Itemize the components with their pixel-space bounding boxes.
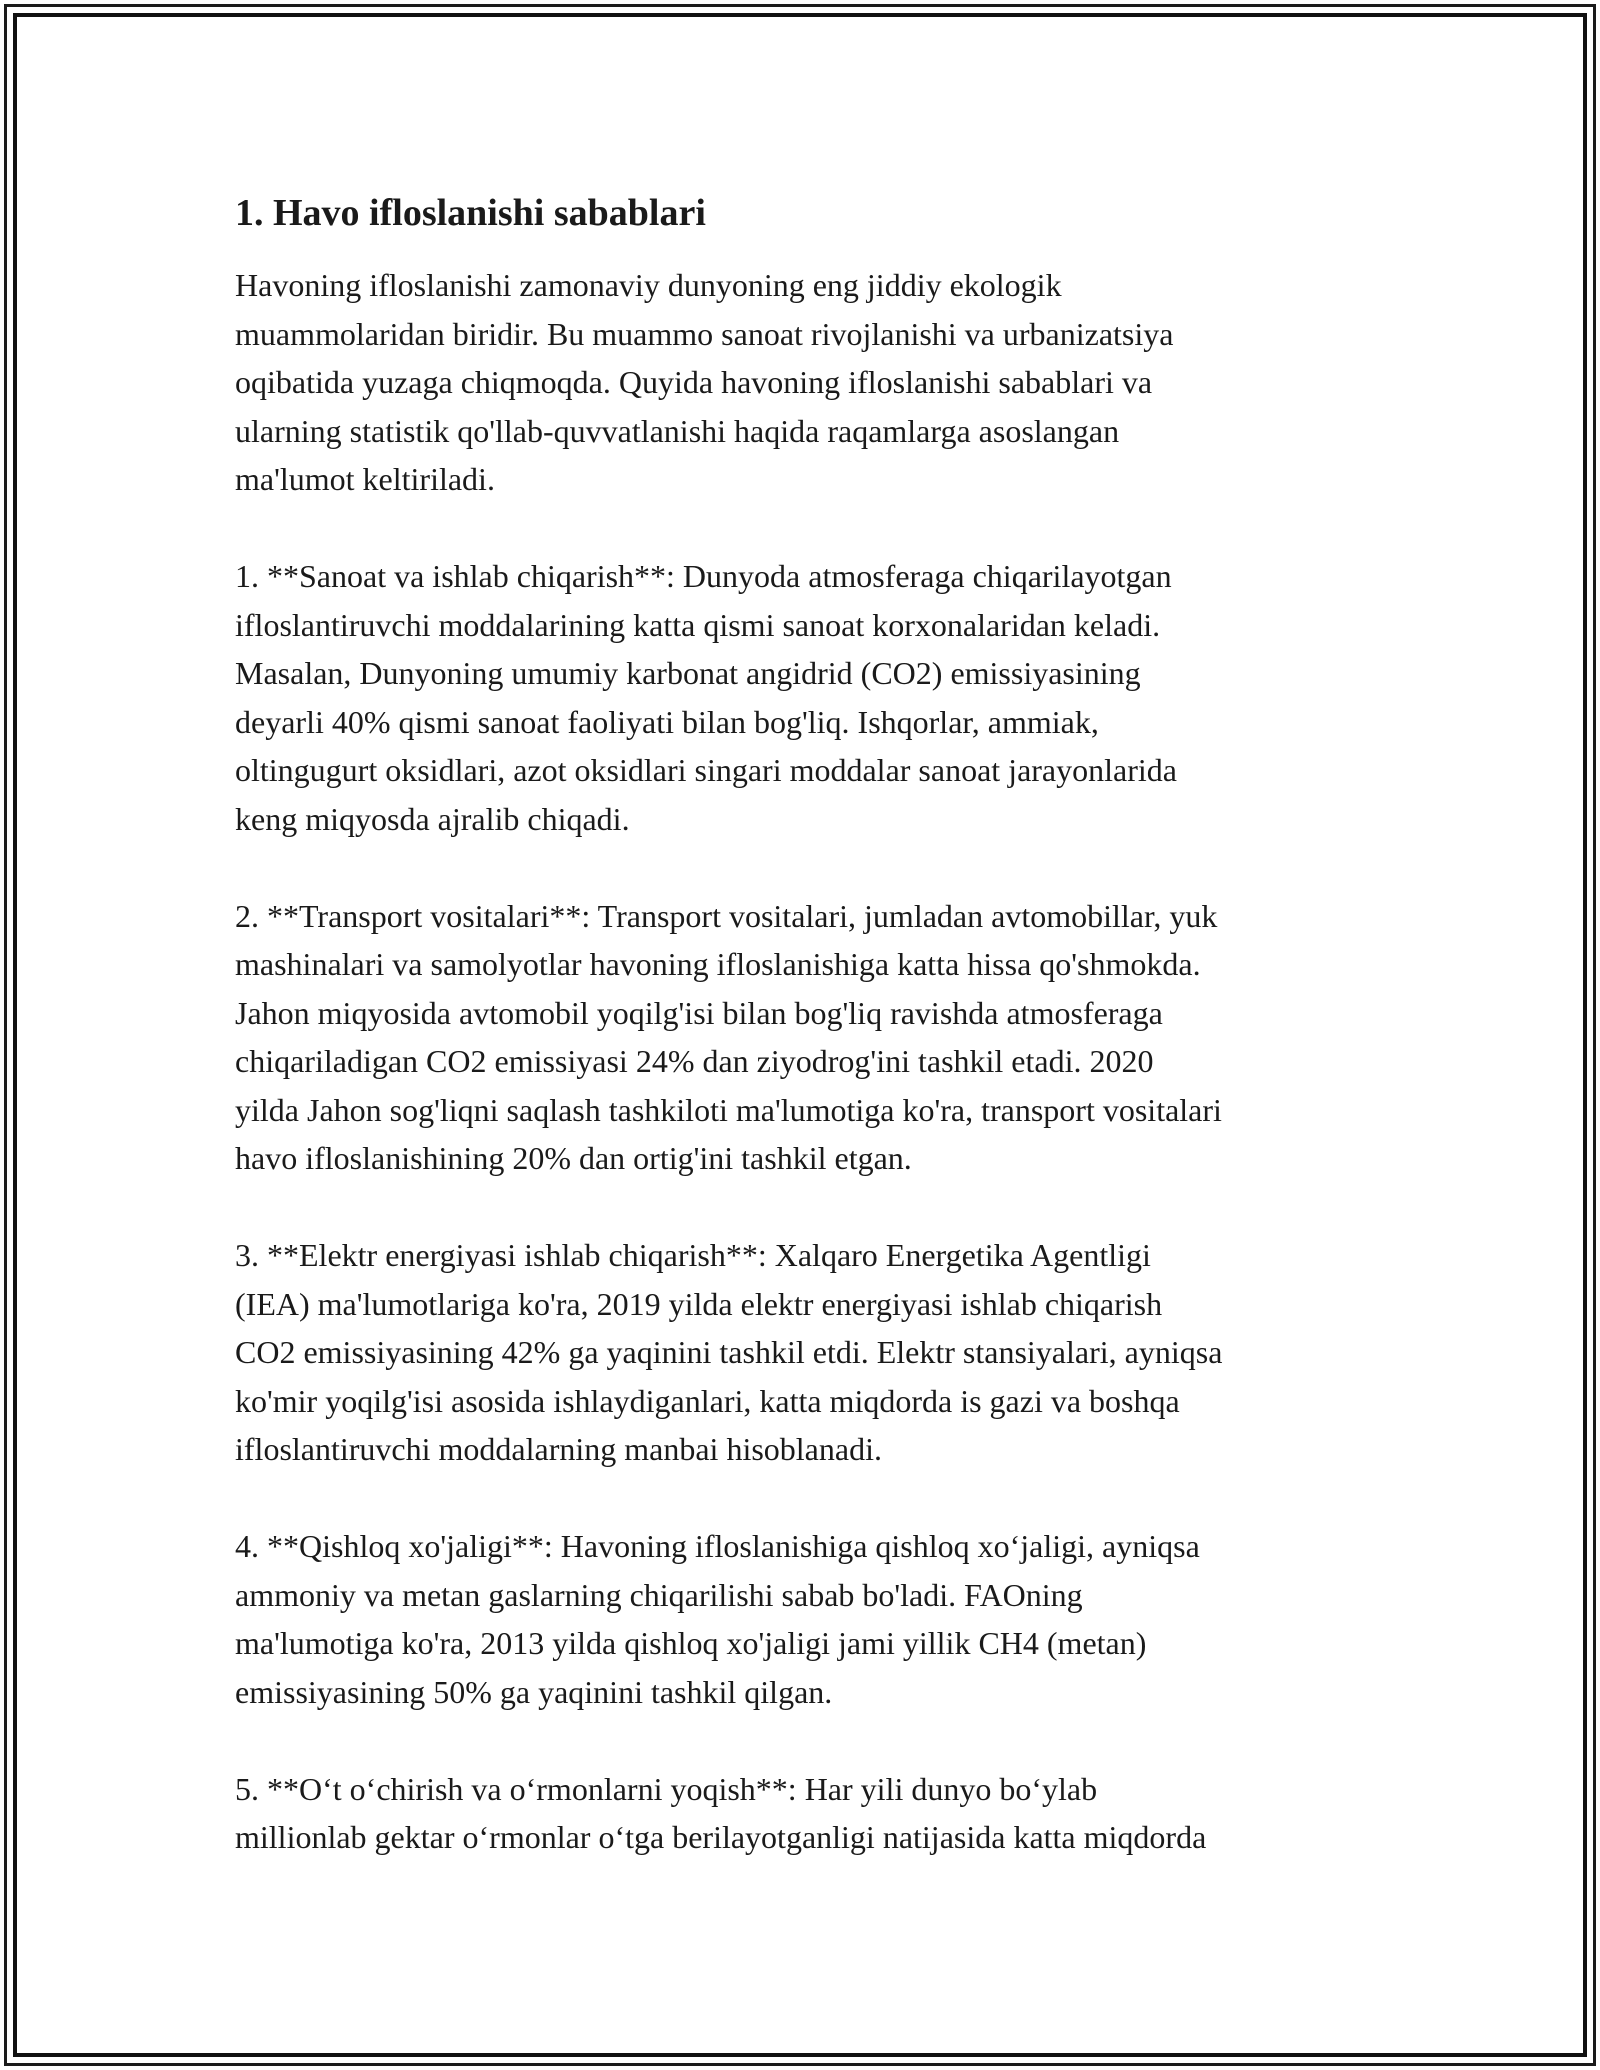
text-line: ma'lumot keltiriladi. bbox=[235, 461, 495, 497]
text-line: muammolaridan biridir. Bu muammo sanoat rivojlanishi va urbanizatsiya bbox=[235, 315, 1174, 352]
paragraph-transport bbox=[235, 892, 1375, 1183]
text-line: 5. **O‘t o‘chirish va o‘rmonlarni yoqish**: Har yili dunyo bo‘ylab bbox=[235, 1770, 1098, 1807]
text-line: deyarli 40% qismi sanoat faoliyati bilan bog'liq. Ishqorlar, ammiak, bbox=[235, 703, 1099, 740]
text-line: chiqariladigan CO2 emissiyasi 24% dan ziyodrog'ini tashkil etadi. 2020 bbox=[235, 1043, 1154, 1079]
text-line: 4. **Qishloq xo'jaligi**: Havoning ifloslanishiga qishloq xo‘jaligi, ayniqsa bbox=[235, 1528, 1200, 1564]
text-line: emissiyasining 50% ga yaqinini tashkil qilgan. bbox=[235, 1673, 833, 1710]
text-line: ifloslantiruvchi moddalarining katta qismi sanoat korxonalaridan keladi. bbox=[235, 606, 1161, 643]
paragraph-intro bbox=[235, 261, 1375, 504]
paragraph-agriculture bbox=[235, 1522, 1375, 1716]
text-line: havo ifloslanishining 20% dan ortig'ini tashkil etgan. bbox=[235, 1140, 912, 1176]
text-line: CO2 emissiyasining 42% ga yaqinini tashkil etdi. Elektr stansiyalari, ayniqsa bbox=[235, 1334, 1223, 1370]
text-line: keng miqyosda ajralib chiqadi. bbox=[235, 800, 630, 837]
text-line: ko'mir yoqilg'isi asosida ishlaydiganlari, katta miqdorda is gazi va boshqa bbox=[235, 1382, 1180, 1419]
text-line: Jahon miqyosida avtomobil yoqilg'isi bilan bog'liq ravishda atmosferaga bbox=[235, 994, 1163, 1031]
text-line: oqibatida yuzaga chiqmoqda. Quyida havoning ifloslanishi sabablari va bbox=[235, 364, 1153, 400]
text-line: Havoning ifloslanishi zamonaviy dunyoning eng jiddiy ekologik bbox=[235, 267, 1062, 303]
text-line: 1. **Sanoat va ishlab chiqarish**: Dunyoda atmosferaga chiqarilayotgan bbox=[235, 558, 1172, 594]
text-line: mashinalari va samolyotlar havoning ifloslanishiga katta hissa qo'shmokda. bbox=[235, 946, 1201, 982]
text-line: millionlab gektar o‘rmonlar o‘tga berilayotganligi natijasida katta miqdorda bbox=[235, 1819, 1207, 1855]
paragraph-industry bbox=[235, 552, 1375, 843]
document-body bbox=[235, 185, 1375, 1910]
text-line: Masalan, Dunyoning umumiy karbonat angidrid (CO2) emissiyasining bbox=[235, 655, 1141, 691]
text-line: oltingugurt oksidlari, azot oksidlari singari moddalar sanoat jarayonlarida bbox=[235, 752, 1177, 788]
paragraph-electricity bbox=[235, 1231, 1375, 1474]
text-line: 2. **Transport vositalari**: Transport vositalari, jumladan avtomobillar, yuk bbox=[235, 897, 1218, 934]
paragraph-fires bbox=[235, 1765, 1375, 1862]
text-line: ma'lumotiga ko'ra, 2013 yilda qishloq xo'jaligi jami yillik CH4 (metan) bbox=[235, 1625, 1147, 1661]
text-line: (IEA) ma'lumotlariga ko'ra, 2019 yilda elektr energiyasi ishlab chiqarish bbox=[235, 1285, 1163, 1322]
text-line: ularning statistik qo'llab-quvvatlanishi haqida raqamlarga asoslangan bbox=[235, 412, 1120, 449]
text-line: ammoniy va metan gaslarning chiqarilishi sabab bo'ladi. FAOning bbox=[235, 1576, 1083, 1613]
text-line: 3. **Elektr energiyasi ishlab chiqarish**: Xalqaro Energetika Agentligi bbox=[235, 1237, 1151, 1273]
text-line: yilda Jahon sog'liqni saqlash tashkiloti ma'lumotiga ko'ra, transport vositalari bbox=[235, 1091, 1222, 1128]
text-line: ifloslantiruvchi moddalarning manbai hisoblanadi. bbox=[235, 1431, 882, 1467]
document-title: 1. Havo ifloslanishi sabablari bbox=[235, 192, 706, 234]
